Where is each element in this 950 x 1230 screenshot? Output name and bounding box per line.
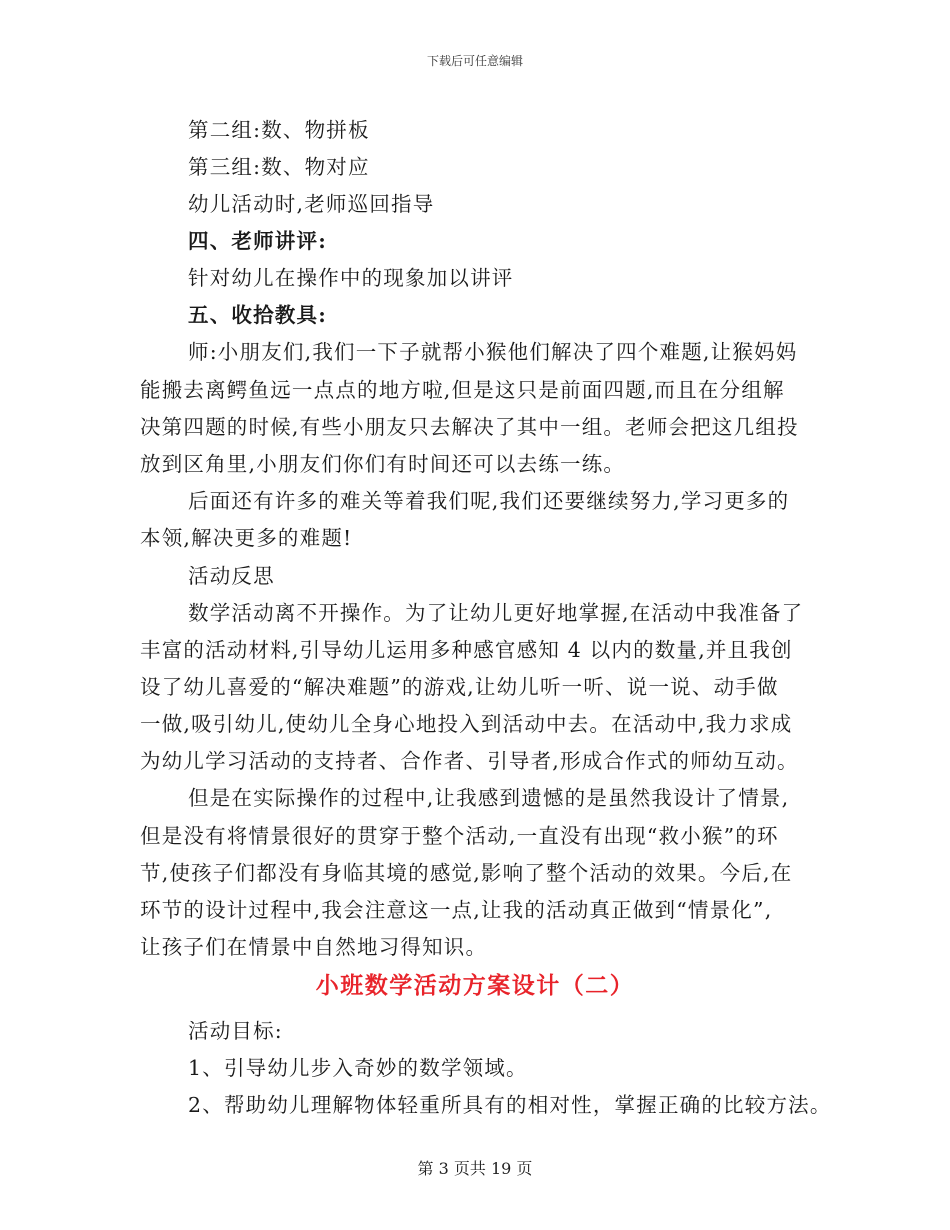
list-item: 1、引导幼儿步入奇妙的数学领域。 <box>188 1056 528 1080</box>
text-line: 本领,解决更多的难题! <box>140 526 353 550</box>
text-line: 但是没有将情景很好的贯穿于整个活动,一直没有出现“救小猴”的环 <box>140 824 779 848</box>
text-line: 能搬去离鳄鱼远一点点的地方啦,但是这只是前面四题,而且在分组解 <box>140 378 785 402</box>
text-line: 数学活动离不开操作。为了让幼儿更好地掌握,在活动中我准备了 <box>188 601 804 625</box>
text-line: 放到区角里,小朋友们你们有时间还可以去练一练。 <box>140 452 626 476</box>
text-line: 设了幼儿喜爱的“解决难题”的游戏,让幼儿听一听、说一说、动手做 <box>140 675 779 699</box>
text-line: 师:小朋友们,我们一下子就帮小猴他们解决了四个难题,让猴妈妈 <box>188 340 798 364</box>
text-line: 一做,吸引幼儿,使幼儿全身心地投入到活动中去。在活动中,我力求成 <box>140 712 793 736</box>
text-line: 针对幼儿在操作中的现象加以讲评 <box>188 266 514 290</box>
text-line: 节,使孩子们都没有身临其境的感觉,影响了整个活动的效果。今后,在 <box>140 861 793 885</box>
page-footer: 第 3 页共 19 页 <box>417 1159 533 1178</box>
text-line: 第二组:数、物拼板 <box>188 118 370 142</box>
text-line: 丰富的活动材料,引导幼儿运用多种感官感知 4 以内的数量,并且我创 <box>140 638 793 662</box>
text-line: 环节的设计过程中,我会注意这一点,让我的活动真正做到“情景化”, <box>140 898 773 922</box>
text-line: 第三组:数、物对应 <box>188 155 370 179</box>
text-line: 幼儿活动时,老师巡回指导 <box>188 192 435 216</box>
text-line: 但是在实际操作的过程中,让我感到遗憾的是虽然我设计了情景, <box>188 786 790 810</box>
text-line: 为幼儿学习活动的支持者、合作者、引导者,形成合作式的师幼互动。 <box>140 749 799 773</box>
text-line: 决第四题的时候,有些小朋友只去解决了其中一组。老师会把这几组投 <box>140 415 799 439</box>
page-header: 下载后可任意编辑 <box>426 54 523 68</box>
text-line: 让孩子们在情景中自然地习得知识。 <box>140 935 488 959</box>
section-heading: 四、老师讲评: <box>188 229 327 253</box>
section-heading: 五、收拾教具: <box>188 303 327 327</box>
section-title: 小班数学活动方案设计（二） <box>315 972 635 999</box>
text-line: 后面还有许多的难关等着我们呢,我们还要继续努力,学习更多的 <box>188 489 790 513</box>
list-item: 2、帮助幼儿理解物体轻重所具有的相对性，掌握正确的比较方法。 <box>188 1093 832 1117</box>
text-line: 活动反思 <box>188 564 275 588</box>
text-line: 活动目标: <box>188 1019 283 1043</box>
